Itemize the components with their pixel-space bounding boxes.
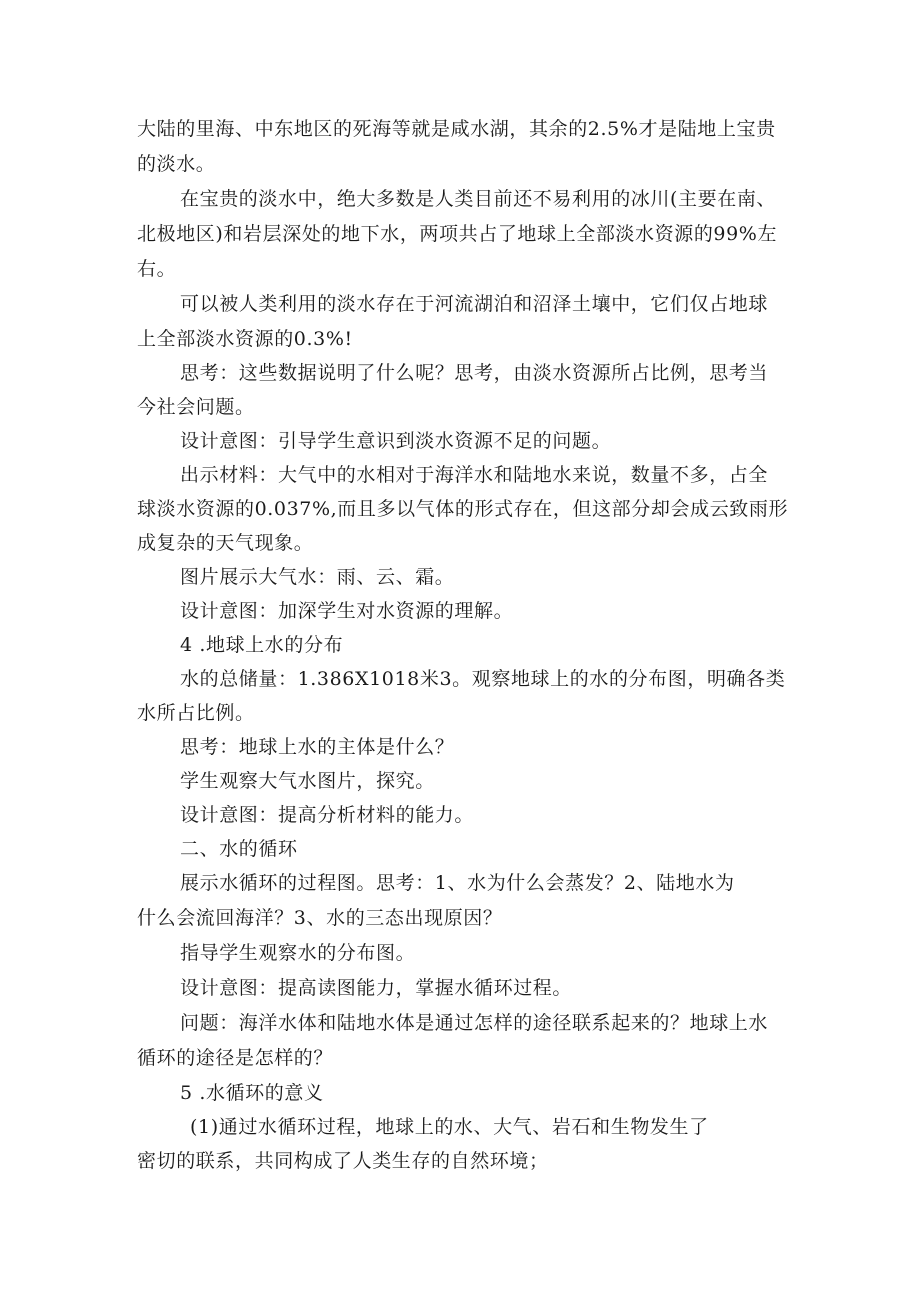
- text-line: 学生观察大气水图片，探究。: [180, 770, 435, 792]
- text-line: 今社会问题。: [137, 396, 255, 418]
- text-line: 设计意图：加深学生对水资源的理解。: [180, 600, 514, 622]
- text-line: 思考：这些数据说明了什么呢？思考，由淡水资源所占比例，思考当: [180, 362, 769, 384]
- text-line: 循环的途径是怎样的？: [137, 1047, 334, 1069]
- text-line: 思考：地球上水的主体是什么？: [180, 736, 455, 758]
- section-heading: 二、水的循环: [180, 838, 298, 860]
- text-line: 水的总储量：1.386X1018米3。观察地球上的水的分布图，明确各类: [180, 668, 786, 690]
- text-line: 在宝贵的淡水中，绝大多数是人类目前还不易利用的冰川(主要在南、: [180, 188, 777, 210]
- text-line: 球淡水资源的0.037%,而且多以气体的形式存在，但这部分却会成云致雨形: [137, 498, 789, 520]
- section-heading: 4 .地球上水的分布: [180, 634, 344, 656]
- text-line: 成复杂的天气现象。: [137, 532, 314, 554]
- text-line: 右。: [137, 258, 177, 280]
- text-line: 设计意图：提高分析材料的能力。: [180, 804, 475, 826]
- text-line: 图片展示大气水：雨、云、霜。: [180, 566, 455, 588]
- text-line: 什么会流回海洋？3、水的三态出现原因？: [137, 907, 503, 929]
- text-line: 大陆的里海、中东地区的死海等就是咸水湖，其余的2.5%才是陆地上宝贵: [137, 118, 776, 140]
- text-line: 密切的联系，共同构成了人类生存的自然环境；: [137, 1150, 549, 1172]
- text-line: 的淡水。: [137, 153, 216, 175]
- text-line: 可以被人类利用的淡水存在于河流湖泊和沼泽土壤中，它们仅占地球: [180, 293, 769, 315]
- text-line: 设计意图：提高读图能力，掌握水循环过程。: [180, 977, 573, 999]
- text-line: 北极地区)和岩层深处的地下水，两项共占了地球上全部淡水资源的99%左: [137, 223, 778, 245]
- text-line: 出示材料：大气中的水相对于海洋水和陆地水来说，数量不多，占全: [180, 464, 769, 486]
- text-line: 指导学生观察水的分布图。: [180, 942, 416, 964]
- text-line: 水所占比例。: [137, 702, 255, 724]
- text-line: 展示水循环的过程图。思考：1、水为什么会蒸发？2、陆地水为: [180, 872, 735, 894]
- text-line: 设计意图：引导学生意识到淡水资源不足的问题。: [180, 430, 612, 452]
- text-line: 上全部淡水资源的0.3%!: [137, 328, 353, 350]
- section-heading: 5 .水循环的意义: [180, 1082, 324, 1104]
- text-line: 问题：海洋水体和陆地水体是通过怎样的途径联系起来的？地球上水: [180, 1012, 769, 1034]
- text-line: (1)通过水循环过程，地球上的水、大气、岩石和生物发生了: [190, 1116, 709, 1138]
